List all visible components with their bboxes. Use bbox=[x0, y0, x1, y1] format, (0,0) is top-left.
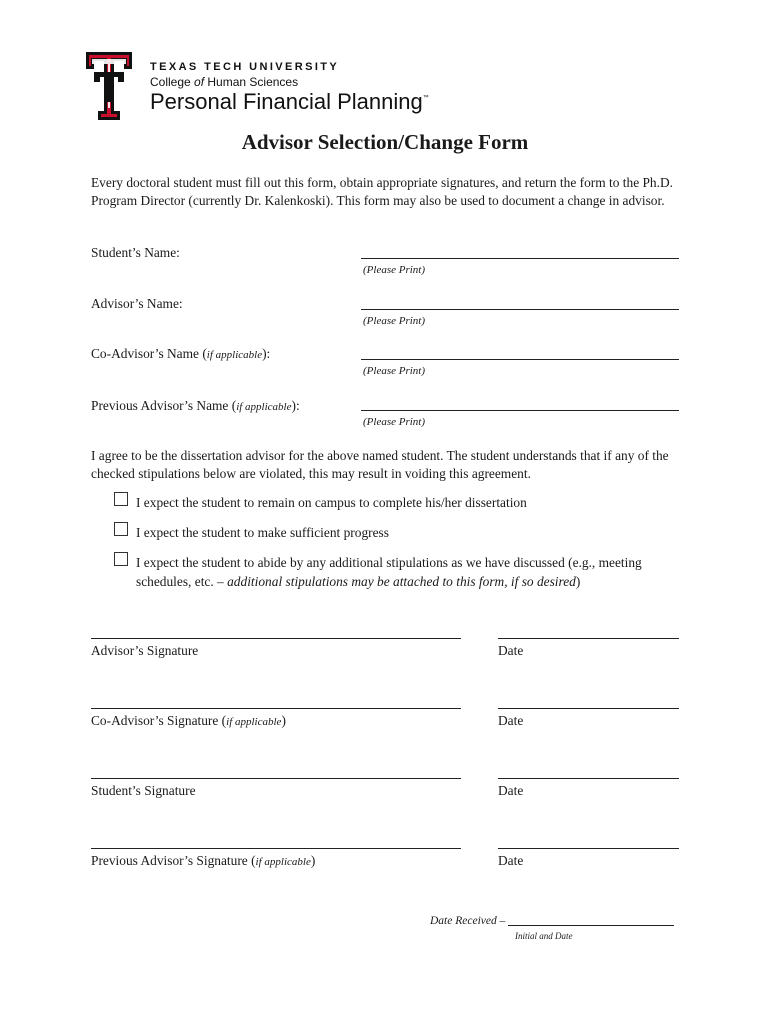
university-name: TEXAS TECH UNIVERSITY bbox=[150, 61, 340, 73]
advisors-name-line[interactable] bbox=[361, 309, 679, 310]
previous-advisor-signature-label: Previous Advisor’s Signature (if applicable) bbox=[91, 853, 316, 868]
previous-advisors-name-label: Previous Advisor’s Name (if applicable): bbox=[91, 398, 300, 413]
please-print-hint: (Please Print) bbox=[363, 365, 426, 377]
advisor-signature-line[interactable] bbox=[91, 638, 461, 639]
agreement-paragraph: I agree to be the dissertation advisor for the above named student. The student understands that if any of the checked stipulations below are violated, this may result in voiding this agreement. bbox=[91, 448, 669, 481]
date-received-line[interactable] bbox=[508, 925, 674, 926]
initial-and-date-label: Initial and Date bbox=[515, 931, 573, 941]
co-advisors-name-label: Co-Advisor’s Name (if applicable): bbox=[91, 346, 271, 361]
please-print-hint: (Please Print) bbox=[363, 315, 426, 327]
co-advisor-date-label: Date bbox=[498, 713, 524, 728]
advisor-date-line[interactable] bbox=[498, 638, 679, 639]
student-signature-line[interactable] bbox=[91, 778, 461, 779]
stipulation-text-progress: I expect the student to make sufficient progress bbox=[136, 525, 389, 540]
please-print-hint: (Please Print) bbox=[363, 264, 426, 276]
stipulation-checkbox-progress[interactable] bbox=[114, 522, 128, 536]
advisor-signature-label: Advisor’s Signature bbox=[91, 643, 199, 658]
previous-advisor-signature-line[interactable] bbox=[91, 848, 461, 849]
please-print-hint: (Please Print) bbox=[363, 416, 426, 428]
form-title: Advisor Selection/Change Form bbox=[241, 130, 529, 154]
advisors-name-label: Advisor’s Name: bbox=[91, 296, 183, 311]
stipulation-text-campus: I expect the student to remain on campus to complete his/her dissertation bbox=[136, 495, 527, 510]
co-advisors-name-line[interactable] bbox=[361, 359, 679, 360]
texas-tech-double-t-logo bbox=[86, 52, 132, 120]
students-name-label: Student’s Name: bbox=[91, 245, 180, 260]
stipulation-checkbox-additional[interactable] bbox=[114, 552, 128, 566]
co-advisor-date-line[interactable] bbox=[498, 708, 679, 709]
student-signature-label: Student’s Signature bbox=[91, 783, 196, 798]
previous-advisors-name-line[interactable] bbox=[361, 410, 679, 411]
advisor-date-label: Date bbox=[498, 643, 524, 658]
previous-advisor-date-label: Date bbox=[498, 853, 524, 868]
student-date-line[interactable] bbox=[498, 778, 679, 779]
trademark-symbol: ™ bbox=[422, 95, 429, 101]
college-name: College of Human Sciences bbox=[150, 75, 299, 89]
co-advisor-signature-line[interactable] bbox=[91, 708, 461, 709]
stipulation-text-additional: I expect the student to abide by any additional stipulations as we have discussed (e.g., meeting schedules, etc. – additional stipulations may be attached to this form, if so desired) bbox=[136, 555, 642, 589]
students-name-line[interactable] bbox=[361, 258, 679, 259]
previous-advisor-date-line[interactable] bbox=[498, 848, 679, 849]
stipulation-checkbox-campus[interactable] bbox=[114, 492, 128, 506]
department-name: Personal Financial Planning™ bbox=[150, 89, 429, 114]
intro-paragraph: Every doctoral student must fill out this form, obtain appropriate signatures, and return the form to the Ph.D. Program Director (currently Dr. Kalenkoski). This form may also be used to document a change in advisor. bbox=[91, 175, 673, 208]
date-received: Date Received – bbox=[430, 915, 674, 927]
co-advisor-signature-label: Co-Advisor’s Signature (if applicable) bbox=[91, 713, 286, 728]
student-date-label: Date bbox=[498, 783, 524, 798]
